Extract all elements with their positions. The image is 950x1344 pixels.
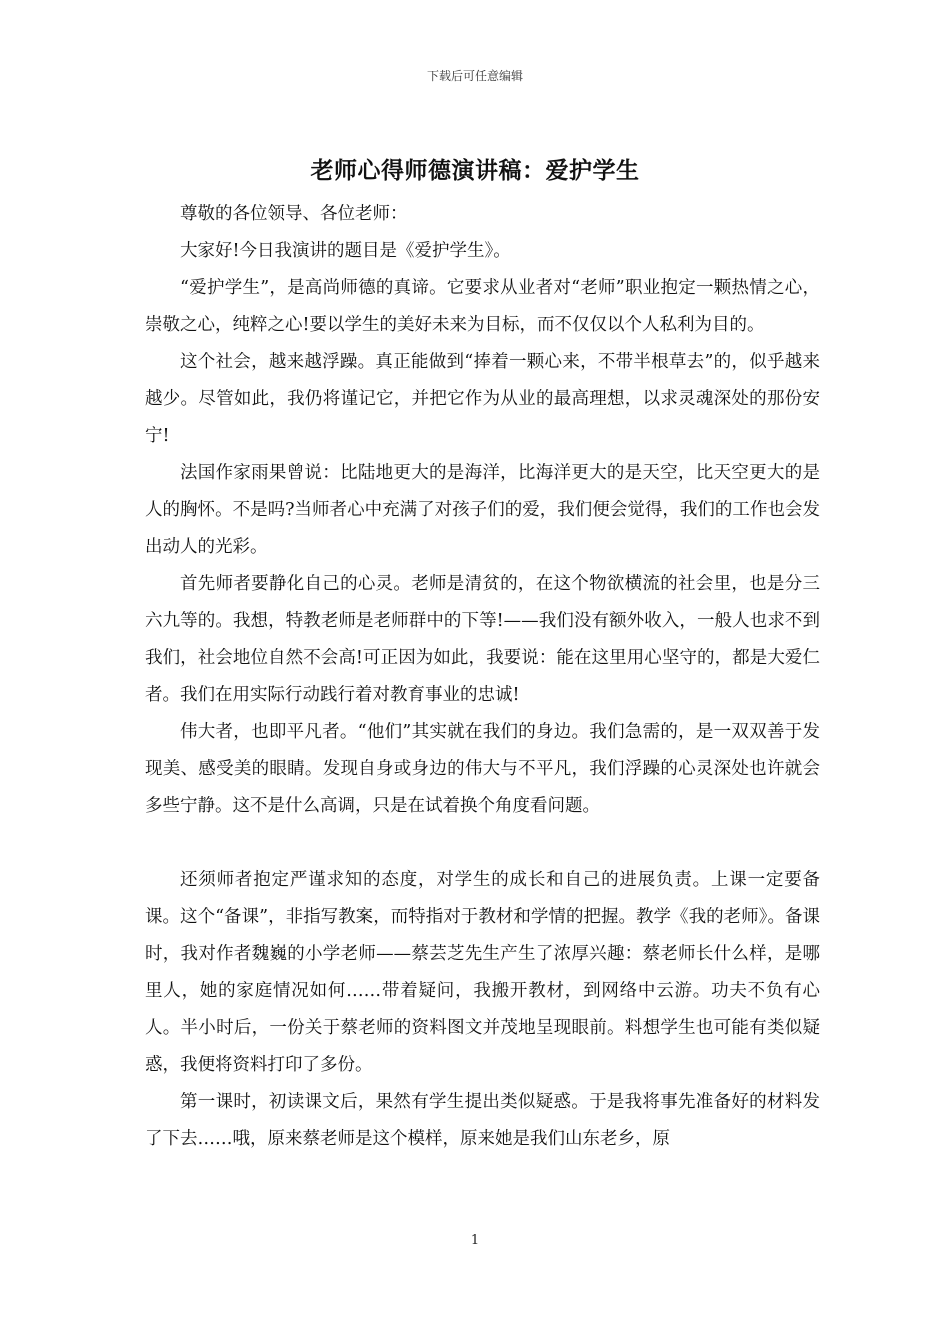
page-header: 下载后可任意编辑 [426,69,523,83]
paragraph-salutation: 尊敬的各位领导、各位老师： [180,204,408,224]
paragraph: “爱护学生”，是高尚师德的真谛。它要求从业者对“老师”职业抱定一颗热情之心，崇敬之心，纯粹之心!要以学生的美好未来为目标，而不仅仅以个人私利为目的。 [145,278,820,335]
paragraph: 第一课时，初读课文后，果然有学生提出类似疑惑。于是我将事先准备好的材料发了下去……哦，原来蔡老师是这个模样，原来她是我们山东老乡，原 [145,1092,820,1149]
document-body [145,196,820,1158]
page-number: 1 [470,1233,480,1248]
paragraph-spacer [145,825,820,862]
document-title: 老师心得师德演讲稿：爱护学生 [310,157,640,184]
paragraph-greeting: 大家好!今日我演讲的题目是《爱护学生》。 [180,241,511,261]
paragraph: 法国作家雨果曾说：比陆地更大的是海洋，比海洋更大的是天空，比天空更大的是人的胸怀。不是吗?当师者心中充满了对孩子们的爱，我们便会觉得，我们的工作也会发出动人的光彩。 [145,463,820,557]
paragraph: 首先师者要静化自己的心灵。老师是清贫的，在这个物欲横流的社会里，也是分三六九等的。我想，特教老师是老师群中的下等!——我们没有额外收入，一般人也求不到我们，社会地位自然不会高!可正因为如此，我要说：能在这里用心坚守的，都是大爱仁者。我们在用实际行动践行着对教育事业的忠诚! [145,574,820,705]
paragraph: 伟大者，也即平凡者。“他们”其实就在我们的身边。我们急需的，是一双双善于发现美、感受美的眼睛。发现自身或身边的伟大与不平凡，我们浮躁的心灵深处也许就会多些宁静。这不是什么高调，只是在试着换个角度看问题。 [145,722,820,816]
paragraph: 还须师者抱定严谨求知的态度，对学生的成长和自己的进展负责。上课一定要备课。这个“备课”，非指写教案，而特指对于教材和学情的把握。教学《我的老师》。备课时，我对作者魏巍的小学老师——蔡芸芝先生产生了浓厚兴趣：蔡老师长什么样，是哪里人，她的家庭情况如何……带着疑问，我搬开教材，到网络中云游。功夫不负有心人。半小时后，一份关于蔡老师的资料图文并茂地呈现眼前。料想学生也可能有类似疑惑，我便将资料打印了多份。 [145,870,820,1075]
paragraph: 这个社会，越来越浮躁。真正能做到“捧着一颗心来，不带半根草去”的，似乎越来越少。尽管如此，我仍将谨记它，并把它作为从业的最高理想，以求灵魂深处的那份安宁! [145,352,820,446]
